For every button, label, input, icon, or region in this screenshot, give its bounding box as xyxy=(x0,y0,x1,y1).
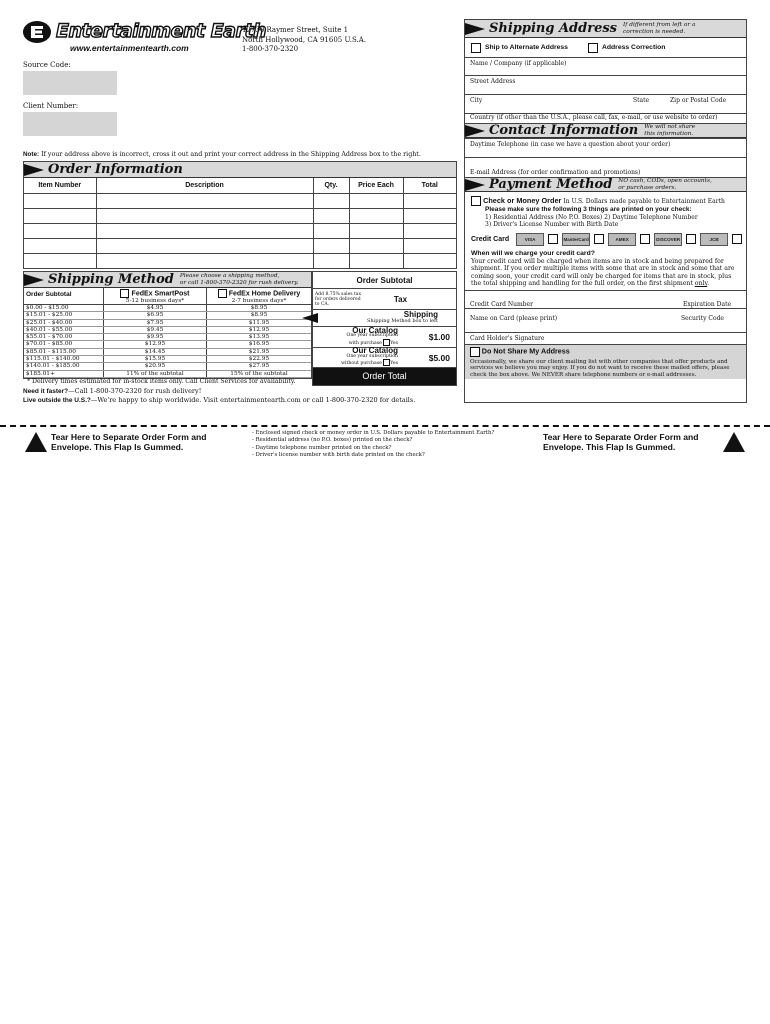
order-cell[interactable] xyxy=(96,223,313,238)
order-cell[interactable] xyxy=(96,193,313,208)
do-not-share-section: Do Not Share My Address Occasionally, we share our client mailing list with other companies that offer products and services we believe you may enjoy. If you do not want to receive these mailed offers, please check the box above. We NEVER share telephone numbers or e-mail addresses. xyxy=(465,344,746,379)
rate-subtotal-range: $55.01 - $70.00 xyxy=(24,334,104,340)
order-cell[interactable] xyxy=(349,223,403,238)
contact-information-header: Contact Information We will not share this information. xyxy=(465,123,746,138)
card-jcb-checkbox[interactable] xyxy=(732,234,742,244)
rate-home-delivery: $8.95 xyxy=(250,305,268,311)
card-logo-amex: AMEX xyxy=(608,233,636,246)
shipping-rate-row xyxy=(24,371,311,378)
shipping-rate-row xyxy=(24,320,311,327)
company-address xyxy=(242,26,366,55)
order-cell[interactable] xyxy=(403,238,456,253)
checklist-item: - Enclosed signed check or money order in U.S. Dollars payable to Entertainment Earth? xyxy=(252,430,495,436)
client-number-label: Client Number: xyxy=(23,102,79,110)
shipping-method-header xyxy=(24,272,311,288)
fedex-home-delivery-option[interactable]: FedEx Home Delivery 2-7 business days* xyxy=(207,288,311,304)
order-cell[interactable] xyxy=(403,208,456,223)
rate-smartpost: $14.45 xyxy=(104,349,207,355)
rate-subtotal-range: $115.01 - $140.00 xyxy=(24,356,104,362)
order-cell[interactable] xyxy=(96,253,313,268)
rate-smartpost: $9.95 xyxy=(104,334,207,340)
shipping-rate-row xyxy=(24,305,311,312)
address-line-2: North Hollywood, CA 91605 U.S.A. xyxy=(242,35,366,44)
shipping-options-header xyxy=(24,288,311,305)
shipping-rate-table xyxy=(24,305,311,378)
order-information-header xyxy=(24,162,456,178)
catalog-with-purchase-price: $1.00 xyxy=(428,332,450,342)
check-money-order: Check or Money Order In U.S. Dollars made payable to Entertainment Earth Please make sure the following 3 things are printed on your check: 1) Residential Address (No P.O. Boxes) 2) Daytime Telephone Number 3) Driver's License Number with Birth Date xyxy=(465,192,746,230)
shipping-subtotal-header: Order Subtotal xyxy=(24,288,104,304)
tear-up-left-icon xyxy=(25,432,47,452)
shipping-rate-row xyxy=(24,334,311,341)
arrow-left-icon xyxy=(302,313,318,323)
shipping-address-header: Shipping Address If different from left or a correction is needed. xyxy=(465,20,746,38)
name-on-card-field[interactable]: Name on Card (please print) Security Code xyxy=(465,309,746,333)
shipping-row xyxy=(313,310,456,327)
order-total-label: Order Total xyxy=(313,368,456,385)
tear-checklist xyxy=(252,430,494,460)
shipping-label: Shipping xyxy=(403,310,438,319)
rate-smartpost: $7.95 xyxy=(104,320,207,326)
need-it-faster: Need it faster?—Call 1-800-370-2320 for rush delivery! Live outside the U.S.?—We're happy to ship worldwide. Visit entertainmentearth.com or call 1-800-370-2320 for details. xyxy=(23,387,416,404)
tax-note: Add 8.75% sales tax for orders delivered to CA. xyxy=(315,291,362,307)
order-cell[interactable] xyxy=(24,193,96,208)
country-field[interactable]: Country (if other than the U.S.A., please call, fax, e-mail, or use website to order) xyxy=(470,114,718,121)
rate-home-delivery: $13.95 xyxy=(248,334,270,341)
catalog-with-purchase-row: Our Catalog One year subscription with purchase Yes $1.00 xyxy=(313,327,456,348)
order-cell[interactable] xyxy=(24,223,96,238)
shipping-footnote: * Delivery times estimated for in-stock items only. Call Client Services for availability. xyxy=(27,378,296,385)
order-cell[interactable] xyxy=(24,253,96,268)
arrow-right-icon xyxy=(24,164,44,176)
source-code-label: Source Code: xyxy=(23,61,71,69)
order-information-title: Order Information xyxy=(48,162,183,177)
shipping-method-title: Shipping Method xyxy=(48,272,174,287)
right-panel xyxy=(464,19,747,403)
order-row xyxy=(24,238,456,253)
rate-subtotal-range: $15.01 - $25.00 xyxy=(24,312,104,318)
card-logo-discover: DISCOVER xyxy=(654,233,682,246)
order-cell[interactable] xyxy=(349,253,403,268)
contact-information-title: Contact Information xyxy=(489,123,639,138)
charge-info: When will we charge your credit card? Your credit card will be charged when items are in stock and being prepared for shipment. If you order multiple items with some that are in stock and some that are coming soon, your credit card will only be charged for items that are in stock, plus the total shipping and handling for the full order, on the first shipment only. xyxy=(471,250,735,288)
tear-instructions-left: Tear Here to Separate Order Form and Envelope. This Flap Is Gummed. xyxy=(51,432,207,452)
rate-home-delivery: $12.95 xyxy=(248,326,270,333)
order-cell[interactable] xyxy=(313,193,349,208)
logo-website: www.entertainmentearth.com xyxy=(70,43,189,53)
checkbox[interactable] xyxy=(120,289,129,298)
order-cell[interactable] xyxy=(349,208,403,223)
checkbox[interactable] xyxy=(218,289,227,298)
rate-home-delivery: $11.95 xyxy=(248,319,270,326)
rate-smartpost: $4.95 xyxy=(104,305,207,311)
rate-subtotal-range: $85.01 - $115.00 xyxy=(24,349,104,355)
col-total: Total xyxy=(403,178,456,193)
rate-smartpost: $20.95 xyxy=(104,363,207,369)
card-discover-checkbox[interactable] xyxy=(686,234,696,244)
name-company-field[interactable]: Name / Company (if applicable) xyxy=(465,58,746,76)
rate-subtotal-range: $185.01+ xyxy=(24,371,104,377)
rate-subtotal-range: $70.01 - $85.00 xyxy=(24,341,104,347)
city-state-zip-field[interactable]: City State Zip or Postal Code xyxy=(465,95,746,114)
source-code-field[interactable] xyxy=(23,71,117,95)
shipping-rate-row xyxy=(24,363,311,370)
order-cell[interactable] xyxy=(403,253,456,268)
shipping-rate-row xyxy=(24,327,311,334)
logo-e-icon xyxy=(22,20,52,44)
order-table xyxy=(24,178,456,268)
shipping-rate-row xyxy=(24,312,311,319)
checklist-item: - Driver's license number with birth date printed on the check? xyxy=(252,452,425,459)
arrow-right-icon xyxy=(465,23,485,35)
shipping-note: Shipping Method box to left xyxy=(366,318,438,324)
totals-section xyxy=(312,271,457,386)
signature-field[interactable]: Card Holder's Signature xyxy=(470,335,545,342)
order-cell[interactable] xyxy=(96,238,313,253)
rate-subtotal-range: $25.01 - $40.00 xyxy=(24,320,104,326)
rate-home-delivery: $27.95 xyxy=(248,363,270,370)
credit-card-row: Credit Card VISA MasterCard AMEX DISCOVER JCB xyxy=(465,230,746,248)
rate-home-delivery: 15% of the subtotal xyxy=(230,370,288,377)
order-cell[interactable] xyxy=(313,223,349,238)
order-cell[interactable] xyxy=(313,253,349,268)
checklist-item: - Residential address (no P.O. boxes) printed on the check? xyxy=(252,437,413,444)
order-information-section xyxy=(23,161,457,269)
tear-line xyxy=(0,425,770,427)
tear-instructions-right: Tear Here to Separate Order Form and Envelope. This Flap Is Gummed. xyxy=(543,432,699,452)
order-cell[interactable] xyxy=(313,208,349,223)
address-note: Note: If your address above is incorrect, cross it out and print your correct address in the Shipping Address box to the right. xyxy=(23,151,421,158)
order-cell[interactable] xyxy=(349,238,403,253)
card-logo-mastercard: MasterCard xyxy=(562,233,590,246)
order-cell[interactable] xyxy=(24,208,96,223)
col-description: Description xyxy=(96,178,313,193)
payment-method-header: Payment Method NO cash, CODs, open accounts, or purchase orders. xyxy=(465,177,746,192)
company-logo xyxy=(22,20,266,54)
catalog-without-purchase-price: $5.00 xyxy=(428,352,450,363)
arrow-right-icon xyxy=(465,179,485,191)
ship-alternate-checkbox[interactable] xyxy=(471,43,481,53)
checklist-item: - Daytime telephone number printed on the check? xyxy=(252,444,392,451)
rate-home-delivery: $21.95 xyxy=(248,348,270,355)
order-row xyxy=(24,193,456,208)
order-cell[interactable] xyxy=(403,193,456,208)
shipping-rate-row xyxy=(24,349,311,356)
card-visa-checkbox[interactable] xyxy=(548,234,558,244)
col-price-each: Price Each xyxy=(349,178,403,193)
rate-home-delivery: $22.95 xyxy=(248,356,270,363)
rate-home-delivery: $8.95 xyxy=(250,312,268,319)
card-logo-visa: VISA xyxy=(516,233,544,246)
rate-smartpost: $6.95 xyxy=(104,312,207,318)
rate-smartpost: $12.95 xyxy=(104,341,207,347)
check-money-order-checkbox[interactable] xyxy=(471,196,481,206)
rate-subtotal-range: $40.01 - $55.00 xyxy=(24,327,104,333)
arrow-right-icon xyxy=(465,125,485,137)
shipping-rate-row xyxy=(24,356,311,363)
order-row xyxy=(24,223,456,238)
address-options-row: Ship to Alternate Address Address Correction xyxy=(465,38,746,58)
address-correction-checkbox[interactable] xyxy=(588,43,598,53)
rate-home-delivery: $16.95 xyxy=(248,341,270,348)
tax-row xyxy=(313,289,456,310)
company-phone: 1-800-370-2320 xyxy=(242,45,299,53)
rate-smartpost: $9.45 xyxy=(104,327,207,333)
order-cell[interactable] xyxy=(24,238,96,253)
address-line-1: 12730 Raymer Street, Suite 1 xyxy=(242,26,349,34)
rate-subtotal-range: $0.00 - $15.00 xyxy=(24,305,104,311)
rate-smartpost: 11% of the subtotal xyxy=(104,371,207,377)
tear-up-right-icon xyxy=(723,432,745,452)
rate-subtotal-range: $140.01 - $185.00 xyxy=(24,363,104,369)
fedex-smartpost-option[interactable]: FedEx SmartPost 5-12 business days* xyxy=(104,288,207,304)
card-amex-checkbox[interactable] xyxy=(640,234,650,244)
order-row xyxy=(24,208,456,223)
order-cell[interactable] xyxy=(349,193,403,208)
rate-smartpost: $15.95 xyxy=(104,356,207,362)
client-number-field[interactable] xyxy=(23,112,117,136)
shipping-method-note-2: or call 1-800-370-2320 for rush delivery. xyxy=(179,279,299,286)
shipping-method-note-1: Please choose a shipping method, xyxy=(179,273,280,279)
email-field[interactable]: E-mail Address (for order confirmation and promotions) xyxy=(470,169,641,176)
order-cell[interactable] xyxy=(313,238,349,253)
card-logo-jcb: JCB xyxy=(700,233,728,246)
catalog-without-purchase-row: Our Catalog One year subscription without purchase Yes $5.00 xyxy=(313,348,456,368)
shipping-address-title: Shipping Address xyxy=(489,21,617,36)
arrow-right-icon xyxy=(24,274,44,286)
card-mastercard-checkbox[interactable] xyxy=(594,234,604,244)
col-item-number: Item Number xyxy=(24,178,96,193)
do-not-share-checkbox[interactable] xyxy=(470,347,480,357)
credit-card-number-field[interactable]: Credit Card Number Expiration Date xyxy=(465,290,746,309)
logo-wordmark: Entertainment Earth xyxy=(56,20,266,42)
order-cell[interactable] xyxy=(403,223,456,238)
shipping-method-section xyxy=(23,271,312,379)
shipping-rate-row xyxy=(24,341,311,348)
order-subtotal-label: Order Subtotal xyxy=(313,272,456,289)
payment-method-title: Payment Method xyxy=(489,177,613,192)
order-cell[interactable] xyxy=(96,208,313,223)
street-address-field[interactable]: Street Address xyxy=(465,76,746,95)
daytime-telephone-field[interactable]: Daytime Telephone (in case we have a question about your order) xyxy=(465,138,746,158)
tax-label: Tax xyxy=(393,294,408,304)
order-row xyxy=(24,253,456,268)
col-qty: Qty. xyxy=(313,178,349,193)
